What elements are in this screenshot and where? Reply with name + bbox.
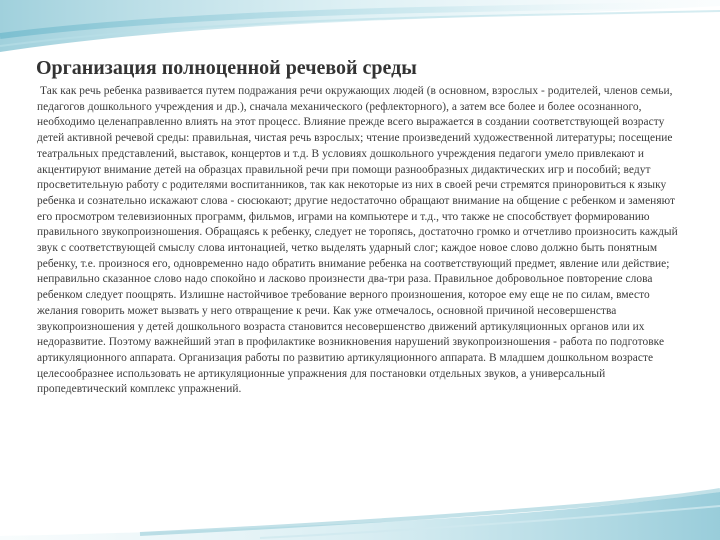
slide-title: Организация полноценной речевой среды (36, 57, 417, 79)
slide-body-text: Так как речь ребенка развивается путем подражания речи окружающих людей (в основном, взрослых - родителей, членов семьи, педагогов дошкольного учреждения и др.), сначала механического (рефлекторного), а затем все более и более осознанного, необходимо целенаправленно влиять на этот процесс. Влияние прежде всего выражается в создании соответствующей возрасту детей активной речевой среды: правильная, чистая речь взрослых; чтение произведений художественной литературы; посещение театральных представлений, выставок, концертов и т.д. В условиях дошкольного учреждения педагоги умело привлекают и акцентируют внимание детей на образцах правильной речи при помощи разнообразных дидактических игр и пособий; ведут просветительную работу с родителями воспитанников, так как некоторые из них в своей речи стремятся приноровиться к языку ребенка и сознательно искажают слова - сюсюкают; другие недостаточно обращают внимание на общение с ребенком и заменяют его просмотром телевизионных программ, фильмов, играми на компьютере и т.д., что также не способствует формированию правильного звукопроизношения. Обращаясь к ребенку, следует не торопясь, достаточно громко и отчетливо произносить каждый звук с соответствующей смыслу слова интонацией, четко выделять ударный слог; каждое новое слово должно быть понятным ребенку, т.е. произнося его, одновременно надо обратить внимание ребенка на соответствующий предмет, явление или действие; неправильно сказанное слово надо спокойно и ласково произнести два-три раза. Правильное добровольное повторение слова ребенком следует поощрять. Излишне настойчивое требование верного произношения, которое ему еще не по силам, вместо желания говорить может вызвать у него отвращение к речи. Как уже отмечалось, основной причиной несовершенства звукопроизношения у детей дошкольного возраста становится несовершенство движений артикуляционных органов или их недоразвитие. Поэтому важнейший этап в профилактике возникновения нарушений звукопроизношения - работа по подготовке артикуляционного аппарата. Организация работы по развитию артикуляционного аппарата. В младшем дошкольном возрасте целесообразнее использовать не артикуляционные упражнения для постановки отдельных звуков, а универсальный пропедевтический комплекс упражнений. (37, 85, 678, 396)
